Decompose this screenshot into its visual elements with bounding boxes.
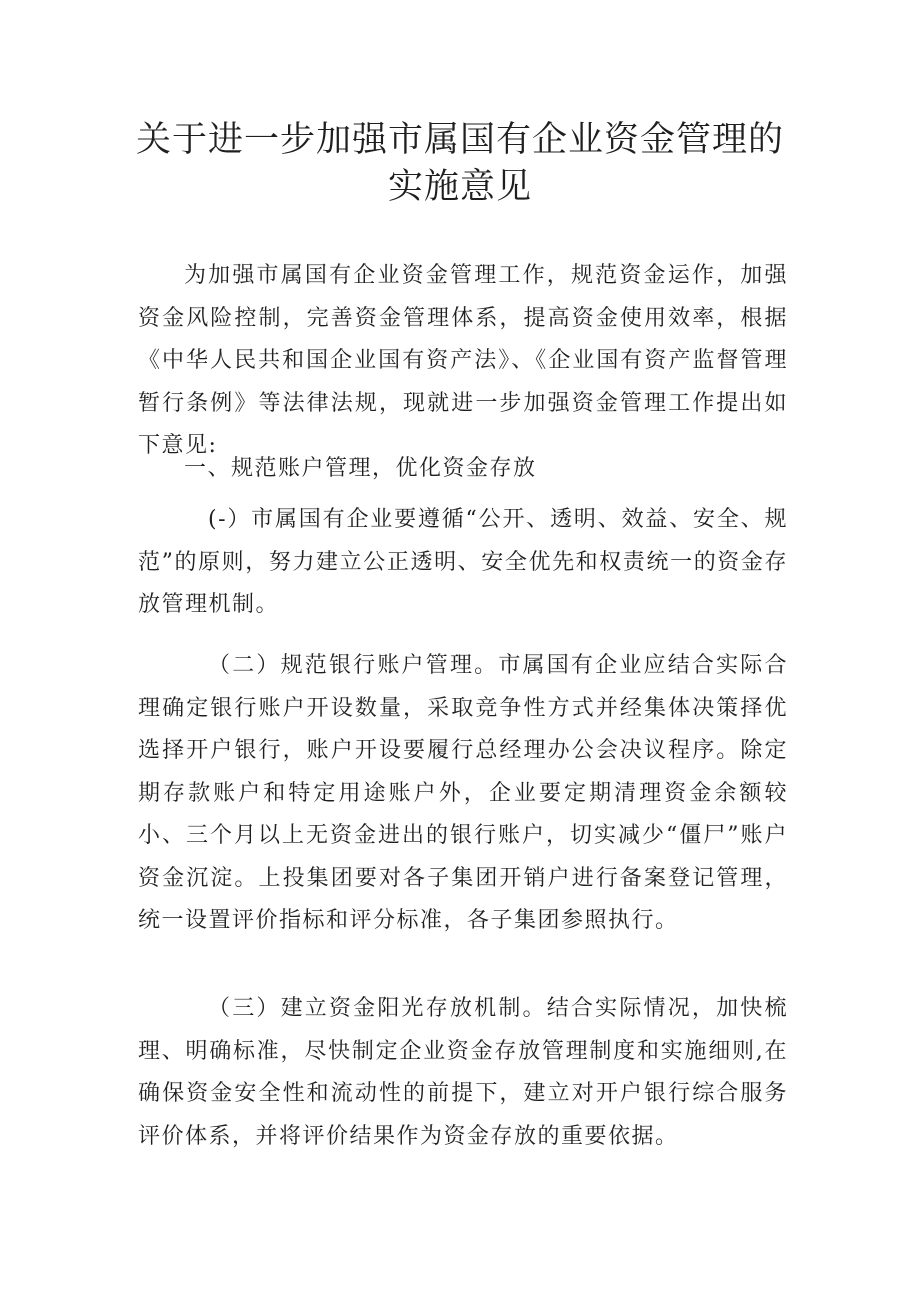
item-paragraph-1: (-）市属国有企业要遵循“公开、透明、效益、安全、规范”的原则，努力建立公正透明、安全优先和权责统一的资金存放管理机制。	[138, 507, 788, 617]
section-heading-1: 一、规范账户管理，优化资金存放	[184, 456, 537, 481]
item-paragraph-2: （二）规范银行账户管理。市属国有企业应结合实际合理确定银行账户开设数量，采取竞争性方式并经集体决策择优选择开户银行，账户开设要履行总经理办公会决议程序。除定期存款账户和特定用途账户外，企业要定期清理资金余额较小、三个月以上无资金进出的银行账户，切实减少“僵尸”账户资金沉淀。上投集团要对各子集团开销户进行备案登记管理，统一设置评价指标和评分标准，各子集团参照执行。	[138, 653, 788, 933]
intro-paragraph: 为加强市属国有企业资金管理工作，规范资金运作，加强资金风险控制，完善资金管理体系，提高资金使用效率，根据《中华人民共和国企业国有资产法》、《企业国有资产监督管理暂行条例》等法律法规，现就进一步加强资金管理工作提出如下意见:	[138, 263, 788, 458]
document-title-line-1: 关于进一步加强市属国有企业资金管理的	[135, 120, 784, 160]
item-paragraph-3: （三）建立资金阳光存放机制。结合实际情况，加快梳理、明确标准，尽快制定企业资金存放管理制度和实施细则,在确保资金安全性和流动性的前提下，建立对开户银行综合服务评价体系，并将评价结果作为资金存放的重要依据。	[138, 996, 788, 1149]
document-title-line-2: 实施意见	[387, 167, 532, 207]
